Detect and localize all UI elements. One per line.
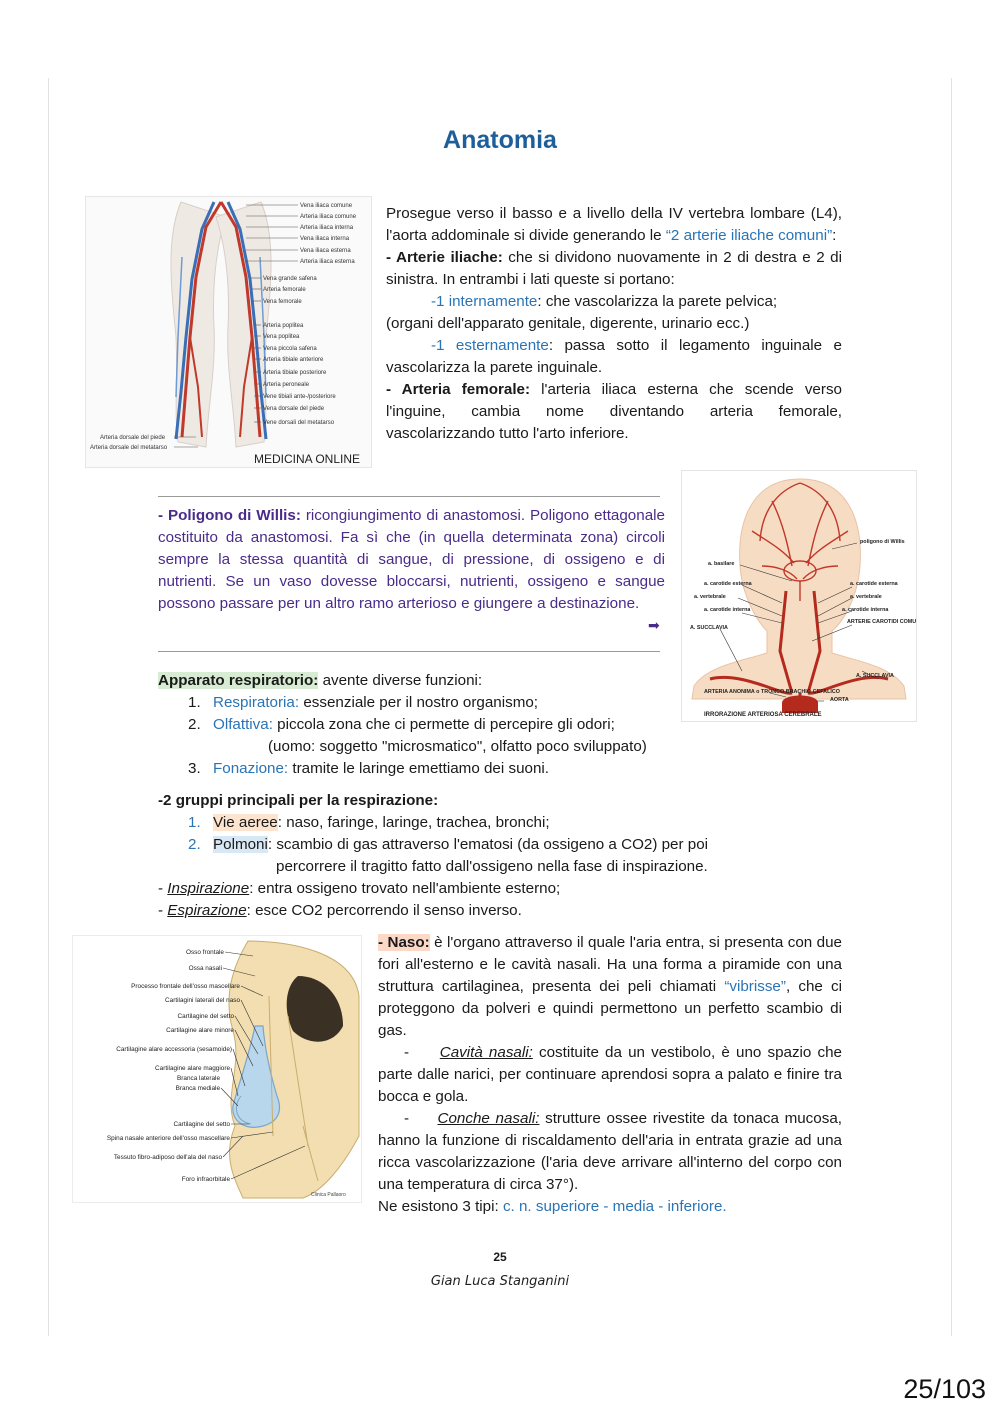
head-label: a. carotide interna <box>704 607 751 613</box>
leg-label: Vena dorsale del piede <box>263 406 325 412</box>
list-item: 1. Respiratoria: essenziale per il nostro organismo; <box>188 694 539 711</box>
nose-label: Cartilagine del setto <box>173 1121 230 1128</box>
leg-vessels-figure <box>85 196 372 468</box>
page-counter: 25/103 <box>903 1374 986 1404</box>
nose-credit: Clinica Pallaoro <box>311 1192 346 1198</box>
leg-label: Vena iliaca comune <box>300 203 353 209</box>
leg-label: Arteria iliaca esterna <box>300 259 355 265</box>
list-item: 3. Fonazione: tramite le laringe emettiamo dei suoni. <box>188 760 549 777</box>
leg-label: Arteria dorsale del piede <box>100 435 166 441</box>
nose-label: Ossa nasali <box>188 965 222 972</box>
gruppi-section <box>158 790 798 922</box>
head-label: ARTERIA ANONIMA o TRONCO BRACHIO-CEFALICO <box>704 689 840 695</box>
head-label: a. vertebrale <box>850 594 882 600</box>
nose-label: Cartilagini laterali del naso <box>165 997 240 1004</box>
willis-paragraph: - Poligono di Willis: ricongiungimento di anastomosi. Poligono ettagonale costituito da anastomosi. Fa sì che (in quella determinata zona) circoli sempre la stessa quantità di sangue, di pressione, di ossigeno e di nutrienti. Se un vaso dovesse bloccarsi, nutrienti, ossigeno e sangue possono passare per un altro ramo arterioso e giungere a destinazione. <box>158 507 665 612</box>
cerebral-arteries-figure <box>681 470 917 722</box>
leg-vessels-illustration <box>86 197 371 467</box>
leg-label: Arteria dorsale del metatarso <box>90 445 168 451</box>
head-label: a. carotide esterna <box>850 581 898 587</box>
leg-label: Vene tibiali ante-/posteriore <box>263 394 336 400</box>
naso-paragraph: - Naso: è l'organo attraverso il quale l'aria entra, si presenta con due fori all'esterno e le cavità nasali. Ha una forma a piramide con una struttura cartilaginea, presenta dei peli chiamati “vibrisse”, che ci proteggono da polveri e quindi permettono un perfetto scambio di gas. - Cavità nasali: costituite da un vestibolo, è uno spazio che parte dalle narici, per continuare aprendosi sopra a palato e finire tra bocca e gola. - Conche nasali: strutture ossee rivestite da tonaca mucosa, hanno la funzione di riscaldamento dell'aria in entrata grazie ad una ricca vascolarizzazione (l'aria deve arrivare all'interno del corpo con una temperatura di circa 37°). Ne esistono 3 tipi: c. n. superiore - media - inferiore. <box>378 934 842 1215</box>
olfattiva-note: (uomo: soggetto "microsmatico", olfatto poco sviluppato) <box>268 738 647 755</box>
head-label: AORTA <box>830 697 849 703</box>
leg-label: Vene dorsali del metatarso <box>263 420 335 426</box>
inspirazione-line: - Inspirazione: entra ossigeno trovato nell'ambiente esterno; <box>158 880 561 897</box>
cerebral-arteries-illustration <box>682 471 916 721</box>
head-label: a. vertebrale <box>694 594 726 600</box>
leg-label: Vena iliaca esterna <box>300 248 351 254</box>
list-item: 2. Polmoni: scambio di gas attraverso l'ematosi (da ossigeno a CO2) per poi <box>188 836 709 853</box>
nose-anatomy-illustration <box>73 936 361 1202</box>
author-name: Gian Luca Stanganini <box>430 1274 570 1289</box>
willis-top-rule <box>158 496 660 497</box>
medicina-online-logo: MEDICINA ONLINE <box>254 452 361 466</box>
nose-label: Cartilagine alare minore <box>166 1027 234 1034</box>
head-label: A. SUCCLAVIA <box>690 625 728 631</box>
head-label: ARTERIE CAROTIDI COMUNI <box>847 619 916 625</box>
head-label: a. carotide interna <box>842 607 889 613</box>
aorta-paragraph: Prosegue verso il basso e a livello della IV vertebra lombare (L4), l'aorta addominale si divide generando le “2 arterie iliache comuni”: - Arterie iliache: che si dividono nuovamente in 2 di destra e 2 di sinistra. In entrambi i lati queste si portano: -1 internamente: che vascolarizza la parete pelvica; (organi dell'apparato genitale, digerente, urinario ecc.) -1 esternamente: passa sotto il legamento inguinale e vascolarizza la parete inguinale. - Arteria femorale: l'arteria iliaca esterna che scende verso l'inguine, cambia nome diventando arteria femorale, vascolarizzando tutto l'arto inferiore. <box>386 205 842 442</box>
leg-label: Arteria tibiale posteriore <box>263 370 327 376</box>
leg-label: Arteria peroneale <box>263 382 310 388</box>
leg-label: Vena poplitea <box>263 334 300 340</box>
nose-label: Cartilagine alare maggiore <box>155 1065 230 1072</box>
nose-label: Processo frontale dell'osso mascellare <box>131 983 240 990</box>
nose-label: Foro infraorbitale <box>181 1176 230 1183</box>
respiratorio-section: Apparato respiratorio: avente diverse funzioni: 1. Respiratoria: essenziale per il nostro organismo; 2. Olfattiva: piccola zona che ci permette di percepire gli odori; (uomo: soggetto "microsmatico", olfatto poco sviluppato) 3. Fonazione: tramite le laringe emettiamo dei suoni. <box>158 670 698 780</box>
nose-label: Cartilagine del setto <box>177 1013 234 1020</box>
head-label: A. SUCCLAVIA <box>856 673 894 679</box>
espirazione-line: - Espirazione: esce CO2 percorrendo il senso inverso. <box>158 902 522 919</box>
head-label: a. basilare <box>708 561 735 567</box>
leg-label: Vena grande safena <box>263 276 317 282</box>
leg-label: Arteria iliaca comune <box>300 214 357 220</box>
nose-label: Osso frontale <box>185 949 224 956</box>
leg-label: Vena femorale <box>263 299 302 305</box>
head-caption: IRRORAZIONE ARTERIOSA CEREBRALE <box>704 712 822 718</box>
nose-label: Cartilagine alare accessoria (sesamoide) <box>116 1046 232 1053</box>
arrow-right-icon: ➡ <box>648 618 660 634</box>
nose-label: Branca laterale <box>177 1075 220 1082</box>
page-title: Anatomia <box>443 126 557 154</box>
page-number: 25 <box>493 1250 507 1264</box>
leg-label: Arteria tibiale anteriore <box>263 357 324 363</box>
list-item: 1. Vie aeree: naso, faringe, laringe, trachea, bronchi; <box>188 814 550 831</box>
nose-label: Tessuto fibro-adiposo dell'ala del naso <box>113 1154 222 1161</box>
list-item: 2. Olfattiva: piccola zona che ci permette di percepire gli odori; <box>188 716 615 733</box>
leg-label: Arteria femorale <box>263 287 306 293</box>
leg-label: Vena iliaca interna <box>300 236 350 242</box>
head-label: poligono di Willis <box>860 539 905 545</box>
gruppi-heading: -2 gruppi principali per la respirazione: <box>158 792 439 809</box>
nose-label: Branca mediale <box>175 1085 220 1092</box>
leg-label: Arteria poplitea <box>263 323 304 329</box>
nose-anatomy-figure <box>72 935 362 1203</box>
willis-bottom-rule <box>158 651 660 652</box>
head-label: a. carotide esterna <box>704 581 752 587</box>
leg-label: Arteria iliaca interna <box>300 225 354 231</box>
leg-label: Vena piccola safena <box>263 346 317 352</box>
nose-label: Spina nasale anteriore dell'osso mascellare <box>106 1135 230 1142</box>
polmoni-continuation: percorrere il tragitto fatto dall'ossigeno nella fase di inspirazione. <box>276 858 708 875</box>
